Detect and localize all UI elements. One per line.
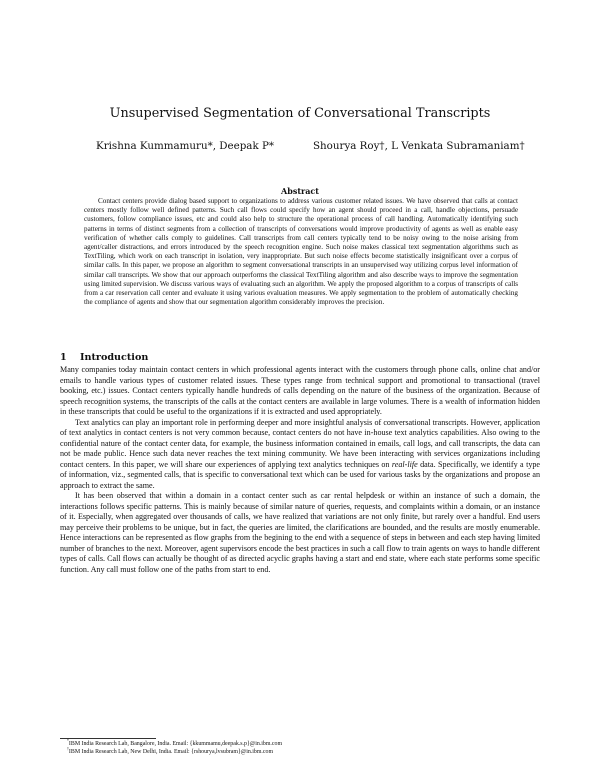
footnote-2 (67, 746, 540, 757)
footnote-1 (67, 741, 540, 749)
section-title: Introduction (80, 352, 149, 363)
introduction-body (60, 365, 540, 575)
footnote-1-mark: * (67, 739, 69, 744)
paragraph-2 (60, 418, 540, 492)
footnote-1-text: IBM India Research Lab, Bangalore, India. Email: {kkummamu,deepak.s.p}@in.ibm.com (68, 741, 283, 747)
footnote-2-mark: † (67, 746, 69, 751)
section-heading-introduction (60, 352, 148, 364)
paragraph-2-part-a: Text analytics can play an important role in performing deeper and more insightful analysis of conversational transcripts. However, application of text analytics in contact centers is not very common because, contact centers do not have in-house text analytics capabilities. Also owing to the confidential nature of the contact center data, for example, the business information contained in emails, call logs, and call transcripts, the data can not be made public. Hence such data never reaches the text mining community. We have been interacting with services organizations including contact centers. In this paper, we will share our experiences of applying text analytics techniques on (60, 417, 540, 469)
paragraph-2-emphasis: real-life (391, 459, 418, 469)
authors-group-1: Krishna Kummamuru*, Deepak P* (96, 140, 275, 152)
section-number: 1 (60, 352, 67, 363)
authors-group-2: Shourya Roy†, L Venkata Subramaniam† (313, 140, 525, 152)
footnotes (60, 741, 540, 756)
paragraph-2-part-b: data. Specifically, we identify a type of information, viz., segmented calls, that is specific to conversational text which can be used for various tasks by the organizations and propose an approach to extract the same. (60, 459, 541, 490)
abstract-heading: Abstract (281, 186, 319, 196)
paper-title: Unsupervised Segmentation of Conversational Transcripts (109, 106, 491, 121)
abstract-text: Contact centers provide dialog based support to organizations to address various customer related issues. We have observed that calls at contact centers mostly follow well defined patterns. Such call flows could specify how an agent should proceed in a call, handle objections, persuade customers, follow compliance issues, etc and could also help to structure the operational process of call handling. Automatically identifying such patterns in terms of distinct segments from a collection of transcripts of conversations would improve productivity of agents as well as enable easy verification of whether calls comply to guidelines. Call transcripts from call centers typically tend to be noisy owing to the noise arising from agent/caller distractions, and errors introduced by the speech recognition engine. Such noise makes classical text segmentation algorithms such as TextTiling, which work on each transcript in isolation, very inappropriate. But such noise effects become statistically insignificant over a corpus of similar calls. In this paper, we propose an algorithm to segment conversational transcripts in an unsupervised way utilizing corpus level information of similar call transcripts. We show that our approach outperforms the classical TextTiling algorithm and also describe ways to improve the segmentation using limited supervision. We discuss various ways of evaluating such an algorithm. We apply the proposed algorithm to a corpus of transcripts of calls from a car reservation call center and evaluate it using various evaluation measures. We apply segmentation to the problem of automatically checking the compliance of agents and show that our segmentation algorithm considerably improves the precision. (84, 197, 518, 307)
paragraph-3: It has been observed that within a domain in a contact center such as car rental helpdesk or within an instance of such a domain, the interactions follows specific patterns. This is mainly because of similar nature of queries, requests, and complaints within a domain, or an instance of it. Especially, when aggregated over thousands of calls, we have realized that variations are not only finite, but rarely over a handful. End users may perceive their problems to be unique, but in fact, the queries are limited, the clarifications are bounded, and the results are mostly enumerable. Hence interactions can be represented as flow graphs from the begining to the end with a sequence of steps in between and each step having limited number of branches to the next. Moreover, agent supervisors encode the best practices in such a call flow to train agents on ways to handle different types of calls. Call flows can actually be thought of as directed acyclic graphs having a start and end state, where each state performs some specific function. Any call must follow one of the paths from start to end. (60, 491, 540, 574)
footnote-rule (60, 738, 156, 739)
paragraph-1: Many companies today maintain contact centers in which professional agents interact with the customers through phone calls, online chat and/or emails to handle various types of customer related issues. These types range from technical support and promotional to transactional (travel booking, etc.) issues. Contact centers typically handle hundreds of calls depending on the nature of the business of the organization. Because of speech recognition systems, the transcripts of the calls at the contact centers are available in large volumes. There is a wealth of information hidden in these transcripts that could be useful to the organizations if it is extracted and used appropriately. (60, 365, 540, 416)
footnote-2-text: IBM India Research Lab, New Delhi, India. Email: {rshourya,lvsubram}@in.ibm.com (68, 748, 274, 755)
